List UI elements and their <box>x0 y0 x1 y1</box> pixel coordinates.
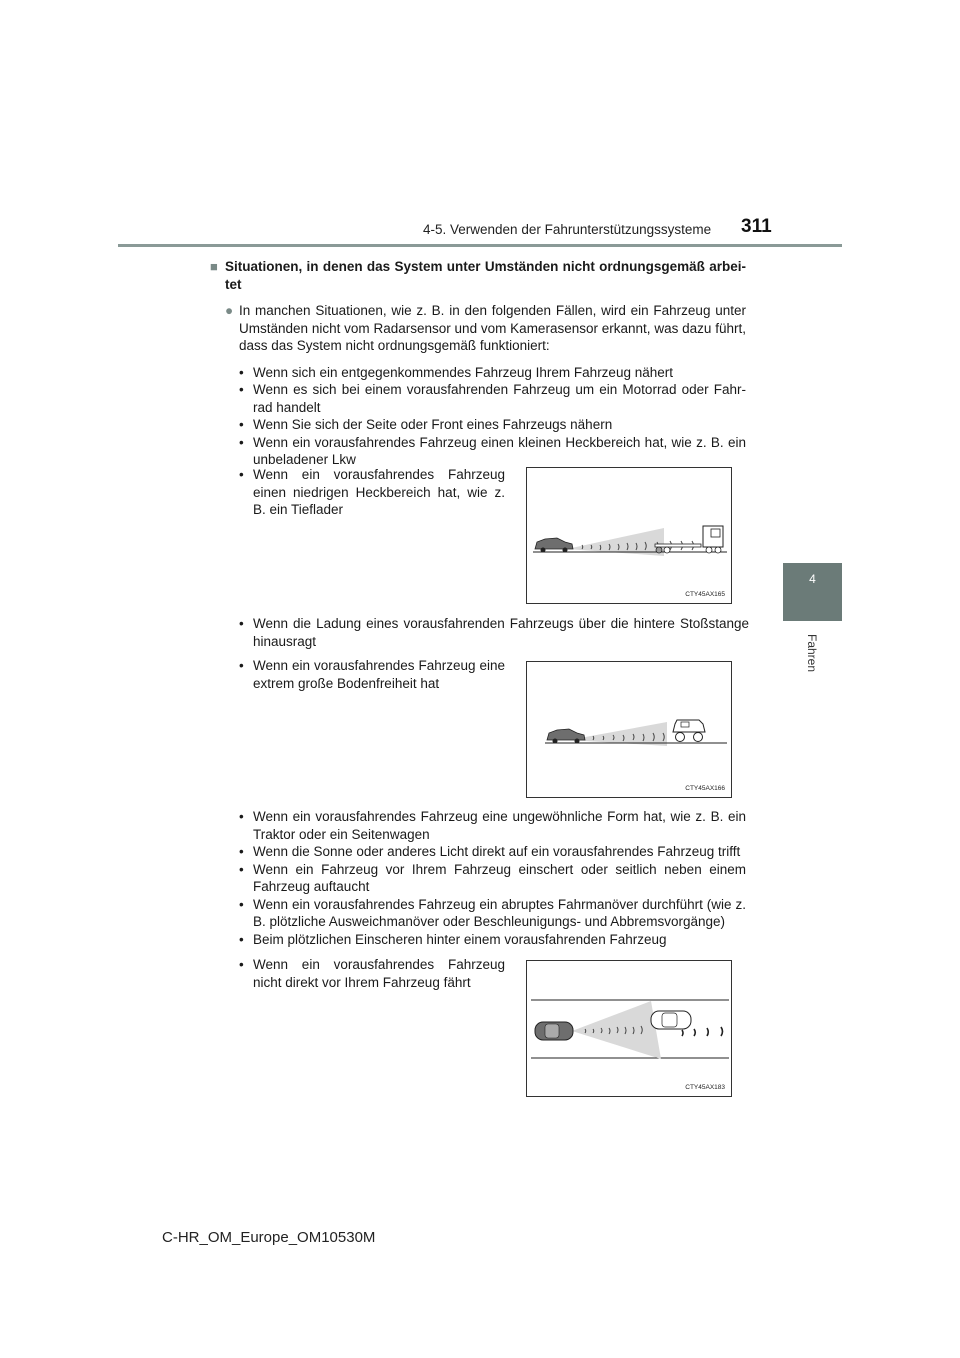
list-item: • Wenn Sie sich der Seite oder Front eines Fahrzeugs nähern <box>239 417 613 432</box>
list-item: • Wenn ein vorausfahrendes Fahrzeug ein abruptes Fahrmanöver durchführt (wie z. B. plötzliche Ausweichmanöver oder Beschleunigungs- und Abbremsvorgänge) <box>239 896 746 929</box>
list-item-overhang-load: • Wenn die Ladung eines vorausfahrenden Fahrzeugs über die hintere Stoßstange hinausragt <box>239 616 749 649</box>
header-section-title: 4-5. Verwenden der Fahrunterstützungssysteme <box>423 222 712 237</box>
list-item: • Wenn es sich bei einem vorausfahrenden Fahrzeug um ein Motorrad oder Fahr-rad handelt <box>239 382 746 415</box>
list-item: • Wenn die Sonne oder anderes Licht direkt auf ein vorausfahrendes Fahrzeug trifft <box>239 844 741 859</box>
situation-list-a <box>239 364 746 469</box>
section-heading-text: Situationen, in denen das System unter Umständen nicht ordnungsgemäß arbei-tet <box>225 259 746 292</box>
list-item: • Beim plötzlichen Einscheren hinter einem vorausfahrenden Fahrzeug <box>239 931 667 947</box>
list-item: • Wenn ein vorausfahrendes Fahrzeug eine ungewöhnliche Form hat, wie z. B. ein Traktor oder ein Seitenwagen <box>239 809 746 842</box>
document-id: C-HR_OM_Europe_OM10530M <box>162 1229 376 1246</box>
figure-high-clearance-vehicle <box>526 661 732 798</box>
list-item: • Wenn ein Fahrzeug vor Ihrem Fahrzeug einschert oder seitlich neben einem Fahrzeug auftaucht <box>239 861 746 894</box>
figure-item-high-clearance: • Wenn ein vorausfahrendes Fahrzeug eine extrem große Bodenfreiheit hat <box>239 658 505 691</box>
figure-code: CTY45AX165 <box>685 591 725 598</box>
figure-code: CTY45AX183 <box>685 1084 725 1091</box>
figure-low-loader <box>526 467 732 604</box>
figure-code: CTY45AX166 <box>685 785 725 792</box>
chapter-tab <box>783 563 842 621</box>
page-number: 311 <box>741 216 772 237</box>
list-item: • Wenn ein vorausfahrendes Fahrzeug einen kleinen Heckbereich hat, wie z. B. ein unbeladener Lkw <box>239 434 746 467</box>
main-content <box>210 258 746 469</box>
intro-paragraph <box>225 302 746 355</box>
section-heading <box>210 258 746 293</box>
low-loader-illustration <box>527 468 733 605</box>
chapter-number: 4 <box>809 572 816 586</box>
list-item: • Wenn sich ein entgegenkommendes Fahrzeug Ihrem Fahrzeug nähert <box>239 364 673 380</box>
circle-bullet-icon: ● <box>225 303 234 318</box>
square-bullet-icon: ■ <box>210 259 218 274</box>
intro-text: In manchen Situationen, wie z. B. in den folgenden Fällen, wird ein Fahrzeug unter Umständen nicht vom Radarsensor und vom Kamerasensor erkannt, was dazu führt, dass das System nicht ordnungsgemäß funktioniert: <box>239 303 746 353</box>
figure-offset-vehicle <box>526 960 732 1097</box>
figure-item-low-rear: • Wenn ein vorausfahrendes Fahrzeug einen niedrigen Heckbereich hat, wie z. B. ein Tieflader <box>239 467 505 517</box>
situation-list-b <box>210 808 746 948</box>
figure-item-offset-vehicle: • Wenn ein vorausfahrendes Fahrzeug nicht direkt vor Ihrem Fahrzeug fährt <box>239 957 505 990</box>
chapter-name-label <box>804 628 820 678</box>
chapter-name: Fahren <box>805 633 819 673</box>
offset-vehicle-illustration <box>527 961 733 1098</box>
high-clearance-illustration <box>527 662 733 799</box>
header-divider <box>118 244 842 247</box>
